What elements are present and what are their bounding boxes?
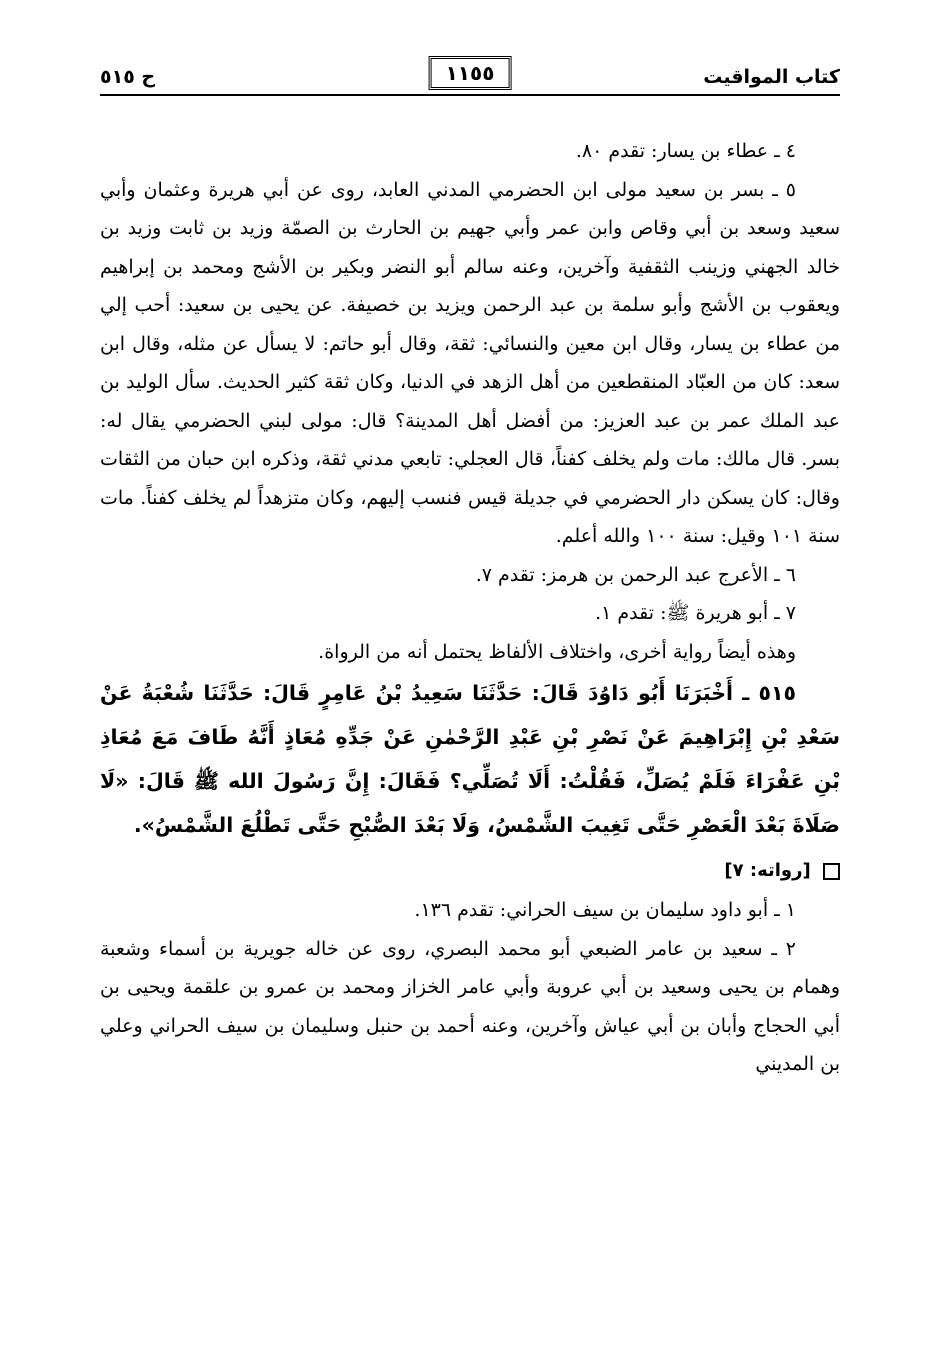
narrator-2: ٢ ـ سعيد بن عامر الضبعي أبو محمد البصري، روى عن خاله جويرية بن أسماء وشعبة وهمام بن يحيى وسعيد بن أبي عروبة وأبي عامر الخزاز ومحمد بن عمرو بن علقمة ويحيى بن أبي الحجاج وأبان بن أبي عياش وآخرين، وعنه أحمد بن حنبل وسليمان بن سيف الحراني وعلي بن المديني xyxy=(100,937,840,1075)
header-divider xyxy=(100,94,840,96)
body-text xyxy=(100,132,840,1084)
hadith-515: ٥١٥ ـ أَخْبَرَنَا أَبُو دَاوُدَ قَالَ: حَدَّثَنَا سَعِيدُ بْنُ عَامِرٍ قَالَ: حَدَّثَنَا شُعْبَةُ عَنْ سَعْدِ بْنِ إِبْرَاهِيمَ عَنْ نَصْرِ بْنِ عَبْدِ الرَّحْمٰنِ عَنْ جَدِّهِ مُعَاذٍ أَنَّهُ طَافَ مَعَ مُعَاذِ بْنِ عَفْرَاءَ فَلَمْ يُصَلِّ، فَقُلْتُ: أَلَا تُصَلِّي؟ فَقَالَ: إِنَّ رَسُولَ الله ﷺ قَالَ: «لَا صَلَاةَ بَعْدَ الْعَصْرِ حَتَّى تَغِيبَ الشَّمْسُ، وَلَا بَعْدَ الصُّبْحِ حَتَّى تَطْلُعَ الشَّمْسُ». xyxy=(100,681,840,837)
narrator-1: ١ ـ أبو داود سليمان بن سيف الحراني: تقدم ١٣٦. xyxy=(414,899,796,921)
narrators-heading-label: [رواته: ٧] xyxy=(724,860,811,881)
narrators-heading xyxy=(100,851,840,891)
paragraph-narrator-7: ٧ ـ أبو هريرة ﷺ: تقدم ١. xyxy=(595,602,796,624)
paragraph-narrator-6: ٦ ـ الأعرج عبد الرحمن بن هرمز: تقدم ٧. xyxy=(475,563,796,586)
document-page xyxy=(100,56,840,1084)
page-number: ١١٥٥ xyxy=(429,56,512,90)
paragraph-note: وهذه أيضاً رواية أخرى، واختلاف الألفاظ يحتمل أنه من الرواة. xyxy=(318,640,796,663)
running-header xyxy=(100,56,840,102)
checkbox-icon xyxy=(823,863,840,880)
paragraph-narrator-4: ٤ ـ عطاء بن يسار: تقدم ٨٠. xyxy=(575,140,796,162)
paragraph-narrator-5: ٥ ـ بسر بن سعيد مولى ابن الحضرمي المدني العابد، روى عن أبي هريرة وعثمان وأبي سعيد وسعد بن أبي وقاص وابن عمر وأبي جهيم بن الحارث بن الصمّة وزيد بن ثابت وزيد بن خالد الجهني وزينب الثقفية وآخرين، وعنه سالم أبو النضر وبكير بن الأشج ومحمد بن إبراهيم ويعقوب بن الأشج وأبو سلمة بن عبد الرحمن ويزيد بن خصيفة. عن يحيى بن سعيد: أحب إلي من عطاء بن يسار، وقال ابن معين والنسائي: ثقة، وقال أبو حاتم: لا يسأل عن مثله، وقال ابن سعد: كان من العبّاد المنقطعين من أهل الزهد في الدنيا، وكان ثقة كثير الحديث. سأل الوليد بن عبد الملك عمر بن عبد العزيز: من أفضل أهل المدينة؟ قال: مولى لبني الحضرمي يقال له: بسر. قال مالك: مات ولم يخلف كفناً، قال العجلي: تابعي مدني ثقة، وذكره ابن حبان من الثقات وقال: كان يسكن دار الحضرمي في جديلة قيس فنسب إليهم، وكان متزهداً لم يخلف كفناً. مات سنة ١٠١ وقيل: سنة ١٠٠ والله أعلم. xyxy=(100,178,840,547)
hadith-reference: ح ٥١٥ xyxy=(100,66,156,88)
book-title: كتاب المواقيت xyxy=(703,66,840,88)
